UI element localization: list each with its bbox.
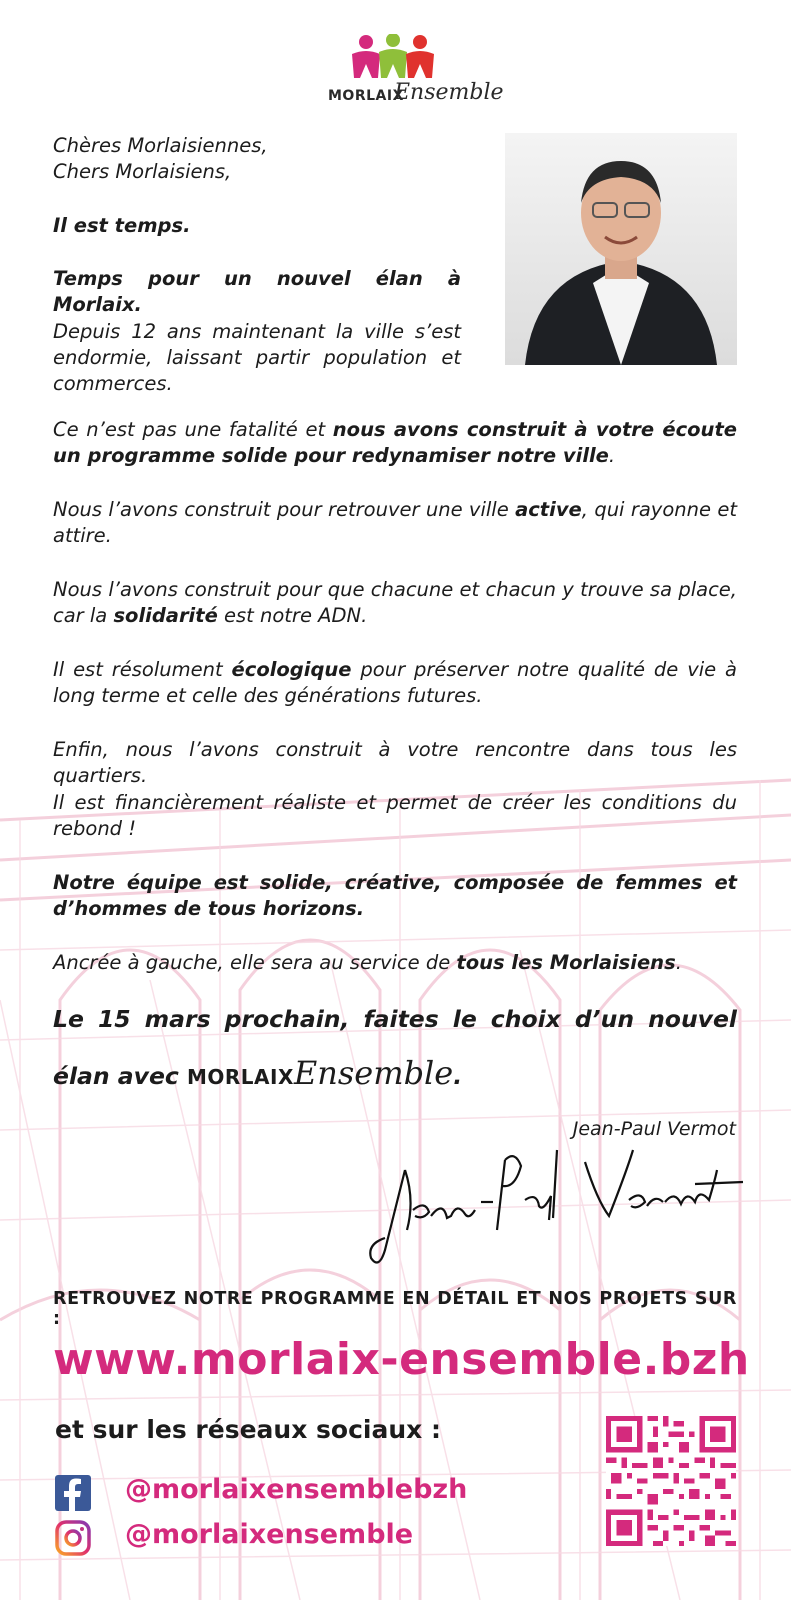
paragraph-1: Il est temps.: [53, 214, 191, 237]
p11-bold: tous les Morlaisiens: [456, 951, 676, 974]
greeting-line-1: Chères Morlaisiennes,: [53, 134, 268, 157]
closing-text: Le 15 mars prochain, faites le choix d’un nouvel élan avec: [53, 1005, 737, 1090]
people-logo-icon: [348, 34, 438, 80]
p5-bold: active: [515, 498, 582, 521]
p4-bold: nous avons construit à votre écoute un programme solide pour redynamiser notre ville: [53, 418, 737, 467]
closing-end: .: [453, 1062, 463, 1090]
closing-statement: [53, 992, 737, 1104]
p6-text-a: Nous l’avons construit pour que chacune et chacun y trouve sa place, car la: [53, 578, 737, 627]
signature-name: Jean-Paul Vermot: [572, 1118, 736, 1140]
paragraph-10: Notre équipe est solide, créative, composée de femmes et d’hommes de tous horizons.: [53, 871, 737, 920]
paragraph-5: [53, 497, 737, 549]
p6-bold: solidarité: [113, 604, 218, 627]
facebook-handle[interactable]: @morlaixensemblebzh: [125, 1474, 468, 1505]
paragraph-4: [53, 417, 737, 469]
candidate-portrait: [505, 133, 737, 365]
p7-bold: écologique: [231, 658, 352, 681]
p11-text-c: .: [675, 951, 682, 974]
greeting-line-2: Chers Morlaisiens,: [53, 160, 232, 183]
social-heading: et sur les réseaux sociaux :: [55, 1415, 441, 1444]
p4-text-c: .: [608, 444, 616, 467]
p5-text-c: , qui rayonne et attire.: [53, 498, 737, 547]
morlaix-ensemble-logo: [320, 34, 504, 114]
website-link[interactable]: www.morlaix-ensemble.bzh: [53, 1334, 750, 1385]
program-cta: RETROUVEZ NOTRE PROGRAMME EN DÉTAIL ET NOS PROJETS SUR :: [53, 1289, 737, 1329]
paragraph-11: [53, 950, 737, 976]
paragraph-7: [53, 657, 737, 709]
closing-brand: MORLAIX: [187, 1065, 294, 1089]
closing-script: Ensemble: [293, 1054, 454, 1092]
p7-text-a: Il est résolument: [53, 658, 232, 681]
logo-script: Ensemble: [394, 80, 504, 105]
logo-wordmark: MORLAIX: [328, 88, 404, 104]
p5-text-a: Nous l’avons construit pour retrouver une ville: [53, 498, 516, 521]
facebook-icon[interactable]: [55, 1475, 91, 1511]
instagram-icon[interactable]: [55, 1520, 91, 1556]
paragraph-9: Il est financièrement réaliste et permet de créer les conditions du rebond !: [53, 791, 737, 840]
paragraph-3: Depuis 12 ans maintenant la ville s’est endormie, laissant partir population et commerces.: [53, 320, 461, 395]
greeting: [53, 133, 461, 185]
instagram-handle[interactable]: @morlaixensemble: [125, 1519, 414, 1550]
p4-text-a: Ce n’est pas une fatalité et: [53, 418, 333, 441]
p11-text-a: Ancrée à gauche, elle sera au service de: [53, 951, 457, 974]
paragraph-8: Enfin, nous l’avons construit à votre rencontre dans tous les quartiers.: [53, 738, 737, 787]
paragraph-2: Temps pour un nouvel élan à Morlaix.: [53, 267, 461, 316]
qr-code[interactable]: [606, 1416, 736, 1546]
paragraph-6: [53, 577, 737, 629]
handwritten-signature: [365, 1140, 745, 1280]
p7-text-c: pour préserver notre qualité de vie à long terme et celle des générations futures.: [53, 658, 737, 707]
p6-text-c: est notre ADN.: [217, 604, 368, 627]
